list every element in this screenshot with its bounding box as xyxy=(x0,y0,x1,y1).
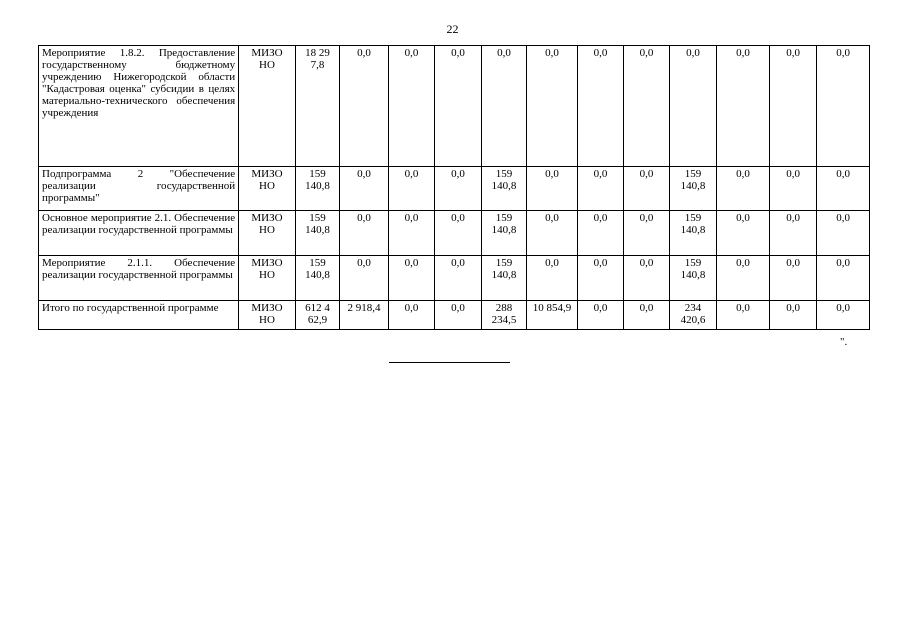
row-name-cell: Мероприятие 1.8.2. Предоставление государственному бюджетному учреждению Нижегородской области "Кадастровая оценка" субсидии в целях материально-технического обеспечения учреждения xyxy=(39,46,239,167)
table-row xyxy=(39,46,870,167)
value-cell: 234 420,6 xyxy=(669,301,717,330)
value-cell: 0,0 xyxy=(577,256,624,301)
executor-cell: МИЗО НО xyxy=(239,301,296,330)
value-cell: 0,0 xyxy=(435,167,482,211)
table-row xyxy=(39,211,870,256)
page-number: 22 xyxy=(446,22,459,36)
row-name-cell: Подпрограмма 2 "Обеспечение реализации государственной программы" xyxy=(39,167,239,211)
value-cell: 0,0 xyxy=(817,167,870,211)
value-cell: 0,0 xyxy=(769,301,817,330)
value-cell: 0,0 xyxy=(624,211,669,256)
value-cell: 0,0 xyxy=(769,167,817,211)
value-cell: 18 29 7,8 xyxy=(295,46,339,167)
value-cell: 159 140,8 xyxy=(669,167,717,211)
value-cell: 0,0 xyxy=(717,167,770,211)
value-cell: 0,0 xyxy=(624,301,669,330)
value-cell: 0,0 xyxy=(435,211,482,256)
value-cell: 0,0 xyxy=(717,211,770,256)
value-cell: 0,0 xyxy=(577,301,624,330)
value-cell: 0,0 xyxy=(577,167,624,211)
value-cell: 0,0 xyxy=(669,46,717,167)
value-cell: 159 140,8 xyxy=(669,256,717,301)
value-cell: 0,0 xyxy=(769,46,817,167)
executor-cell: МИЗО НО xyxy=(239,167,296,211)
value-cell: 0,0 xyxy=(717,46,770,167)
value-cell: 159 140,8 xyxy=(295,167,339,211)
value-cell: 10 854,9 xyxy=(527,301,578,330)
value-cell: 0,0 xyxy=(624,256,669,301)
value-cell: 0,0 xyxy=(769,211,817,256)
value-cell: 159 140,8 xyxy=(295,211,339,256)
value-cell: 0,0 xyxy=(435,46,482,167)
value-cell: 0,0 xyxy=(388,167,435,211)
executor-cell: МИЗО НО xyxy=(239,256,296,301)
value-cell: 159 140,8 xyxy=(669,211,717,256)
value-cell: 0,0 xyxy=(340,211,389,256)
executor-cell: МИЗО НО xyxy=(239,46,296,167)
value-cell: 288 234,5 xyxy=(481,301,526,330)
value-cell: 159 140,8 xyxy=(295,256,339,301)
executor-cell: МИЗО НО xyxy=(239,211,296,256)
value-cell: 2 918,4 xyxy=(340,301,389,330)
value-cell: 0,0 xyxy=(388,46,435,167)
value-cell: 0,0 xyxy=(481,46,526,167)
value-cell: 0,0 xyxy=(717,301,770,330)
table-row xyxy=(39,301,870,330)
value-cell: 0,0 xyxy=(527,167,578,211)
value-cell: 0,0 xyxy=(817,256,870,301)
value-cell: 0,0 xyxy=(340,46,389,167)
row-name-cell: Итого по государственной программе xyxy=(39,301,239,330)
budget-table xyxy=(38,45,870,330)
value-cell: 0,0 xyxy=(769,256,817,301)
closing-quote: ". xyxy=(840,336,848,348)
value-cell: 0,0 xyxy=(624,46,669,167)
value-cell: 159 140,8 xyxy=(481,167,526,211)
value-cell: 0,0 xyxy=(817,46,870,167)
table-row xyxy=(39,167,870,211)
value-cell: 0,0 xyxy=(817,301,870,330)
row-name-cell: Мероприятие 2.1.1. Обеспечение реализации государственной программы xyxy=(39,256,239,301)
value-cell: 0,0 xyxy=(388,256,435,301)
value-cell: 0,0 xyxy=(717,256,770,301)
value-cell: 612 4 62,9 xyxy=(295,301,339,330)
value-cell: 159 140,8 xyxy=(481,256,526,301)
value-cell: 0,0 xyxy=(577,211,624,256)
value-cell: 0,0 xyxy=(340,256,389,301)
value-cell: 0,0 xyxy=(817,211,870,256)
value-cell: 0,0 xyxy=(624,167,669,211)
separator-line xyxy=(389,362,510,363)
value-cell: 0,0 xyxy=(527,256,578,301)
value-cell: 0,0 xyxy=(388,211,435,256)
value-cell: 0,0 xyxy=(435,301,482,330)
value-cell: 0,0 xyxy=(527,46,578,167)
table-row xyxy=(39,256,870,301)
value-cell: 0,0 xyxy=(577,46,624,167)
value-cell: 0,0 xyxy=(388,301,435,330)
value-cell: 0,0 xyxy=(527,211,578,256)
value-cell: 0,0 xyxy=(435,256,482,301)
value-cell: 0,0 xyxy=(340,167,389,211)
value-cell: 159 140,8 xyxy=(481,211,526,256)
row-name-cell: Основное мероприятие 2.1. Обеспечение реализации государственной программы xyxy=(39,211,239,256)
